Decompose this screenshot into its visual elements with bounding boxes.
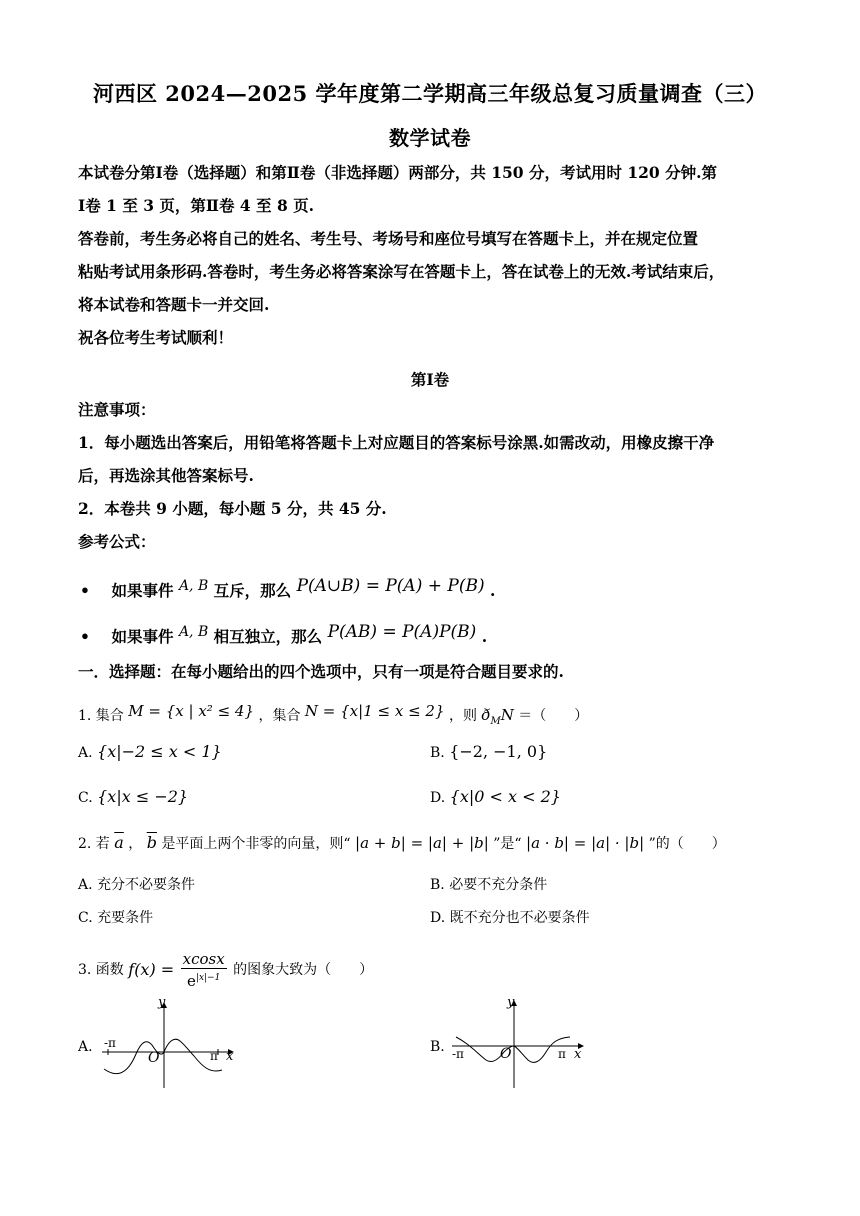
intro-line-5: 将本试卷和答题卡一并交回. [78,295,270,314]
part-one-heading: 一．选择题：在每小题给出的四个选项中，只有一项是符合题目要求的. [78,662,564,681]
formula-1: P(A∪B) = P(A) + P(B) [296,576,485,596]
q1-option-c-value: {x|x ≤ −2} [97,787,189,806]
formula-1-end: . [489,581,496,600]
pi-label: π [210,1049,218,1063]
q2-option-d[interactable]: D. 既不充分也不必要条件 [430,910,590,926]
q2-text-a: 2. 若 [78,836,110,852]
q1-text-d: ＝（ ） [518,708,589,724]
q3-option-a-graph[interactable] [98,996,240,1090]
intro-line-3: 答卷前，考生务必将自己的姓名、考生号、考场号和座位号填写在答题卡上，并在规定位置 [78,229,699,248]
notice-block [78,393,790,558]
q1-option-a[interactable] [78,742,222,761]
x-label: x [574,1047,582,1062]
neg-pi-label: -π [104,1036,116,1050]
formula-label: 参考公式： [78,532,156,551]
q2-condition-2: |a · b| = |a| · |b| [526,834,645,852]
q3-function-lhs: f(x) = [128,960,175,979]
q2-text-d: ”是“ [493,836,522,852]
q3-option-b-graph[interactable] [448,996,590,1090]
neg-pi-label: -π [452,1047,464,1061]
q1-option-d-value: {x|0 < x < 2} [449,787,561,806]
q1-option-b[interactable] [430,742,547,761]
q2-vector-b: $\overline{b}$ [146,833,157,852]
q2-text-c: 是平面上两个非零的向量，则“ [161,836,351,852]
q2-option-a[interactable]: A. 充分不必要条件 [78,877,196,893]
formula-1-mid: 互斥，那么 [213,581,292,600]
q3-denominator [181,969,227,990]
formula-2-mid: 相互独立，那么 [213,627,323,646]
intro-line-1: 本试卷分第Ⅰ卷（选择题）和第Ⅱ卷（非选择题）两部分，共 150 分，考试用时 120 分钟.第 [78,163,718,182]
intro-line-6: 祝各位考生考试顺利！ [78,328,234,347]
q1-option-a-label: A. [78,745,93,761]
formula-1-pre: 如果事件 [111,581,174,600]
exam-subtitle: 数学试卷 [389,126,471,150]
q2-text-e: ”的（ ） [648,836,726,852]
intro-line-2: Ⅰ卷 1 至 3 页，第Ⅱ卷 4 至 8 页. [78,196,315,215]
formula-row-2 [80,622,487,647]
q3-denominator-exp: |x|−1 [195,973,221,983]
q1-complement-sub: M [490,716,501,727]
x-label: x [226,1049,234,1064]
notice-label: 注意事项： [78,400,156,419]
q1-option-d[interactable] [430,787,561,806]
formula-2-vars: A, B [178,624,209,640]
notice-item-2: 2．本卷共 9 小题，每小题 5 分，共 45 分. [78,499,387,518]
q3-text-b: 的图象大致为（ ） [233,962,374,978]
question-3-stem [78,950,373,994]
question-2-stem [78,833,726,853]
pi-label: π [558,1047,566,1061]
formula-2-pre: 如果事件 [111,627,174,646]
intro-block [78,156,790,354]
q1-option-c[interactable] [78,787,188,806]
q3-option-a-label[interactable]: A. [78,1039,93,1055]
q1-text-c: ，则 [448,708,477,724]
q2-option-c[interactable]: C. 充要条件 [78,910,154,926]
question-1-stem [78,702,588,727]
q1-complement-n: N [500,706,514,724]
origin-label: O [148,1050,160,1066]
y-label: y [158,996,166,1010]
graph-curve [104,1039,222,1073]
q3-denominator-base: e [187,972,196,990]
bullet-dot: • [80,581,107,600]
q1-text-a: 1. 集合 [78,708,124,724]
q1-option-d-label: D. [430,790,446,806]
graph-curve [456,1037,570,1062]
formula-2-end: . [481,627,488,646]
q3-option-b-label[interactable]: B. [430,1039,445,1055]
section-heading: 第Ⅰ卷 [410,370,450,389]
q1-option-b-value: {−2, −1, 0} [449,742,548,761]
y-label: y [507,996,515,1010]
q2-text-b: ， [128,836,143,852]
exam-title: 河西区 2024—2025 学年度第二学期高三年级总复习质量调查（三） [92,81,767,106]
formula-row-1 [80,576,495,601]
q2-condition-1: |a + b| = |a| + |b| [355,834,489,852]
intro-line-4: 粘贴考试用条形码.答卷时，考生务必将答案涂写在答题卡上，答在试卷上的无效.考试结束后， [78,262,725,281]
bullet-dot: • [80,627,107,646]
formula-2: P(AB) = P(A)P(B) [327,622,477,642]
q1-complement-symbol: ð [481,706,491,724]
formula-1-vars: A, B [178,578,209,594]
q1-option-a-value: {x|−2 ≤ x < 1} [97,742,222,761]
q3-fraction [181,950,227,990]
origin-label: O [500,1046,512,1062]
notice-item-1b: 后，再选涂其他答案标号. [78,466,254,485]
q1-text-b: ，集合 [258,708,301,724]
q1-set-n: N = {x|1 ≤ x ≤ 2} [304,702,445,720]
q3-numerator: xcosx [182,950,225,968]
q2-vector-a: $\overline{a}$ [114,833,124,852]
q1-set-m: M = {x | x² ≤ 4} [128,702,254,720]
q1-option-b-label: B. [430,745,445,761]
q2-option-b[interactable]: B. 必要不充分条件 [430,877,548,893]
q1-option-c-label: C. [78,790,93,806]
q1-complement [481,706,514,727]
q3-text-a: 3. 函数 [78,962,124,978]
notice-item-1a: 1．每小题选出答案后，用铅笔将答题卡上对应题目的答案标号涂黑.如需改动，用橡皮擦干净 [78,433,715,452]
